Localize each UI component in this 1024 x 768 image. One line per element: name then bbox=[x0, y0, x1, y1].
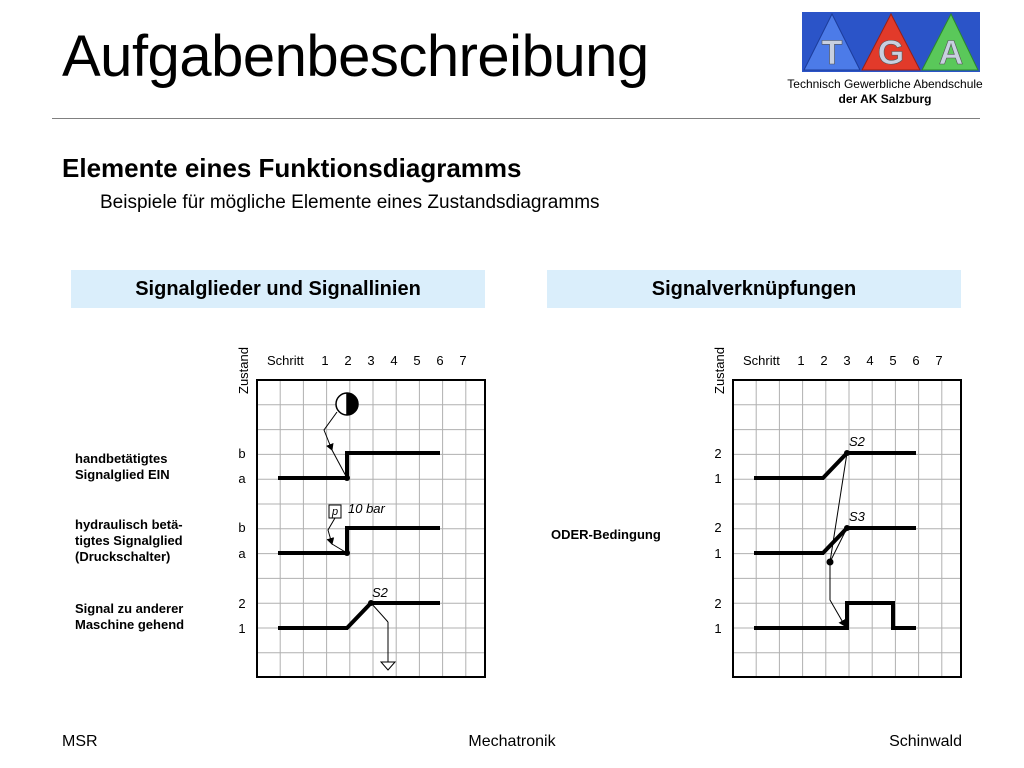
right-step-6: 6 bbox=[912, 353, 920, 368]
right-diagram bbox=[712, 347, 961, 677]
row-label-hydraulic-line-2: tigtes Signalglied bbox=[75, 533, 183, 548]
left-step-4: 4 bbox=[390, 353, 398, 368]
pressure-sensor-letter: p bbox=[331, 506, 339, 518]
left-row1-level-hi: b bbox=[238, 446, 246, 461]
left-step-5: 5 bbox=[413, 353, 421, 368]
outgoing-link-line bbox=[371, 603, 388, 622]
right-axis-state-label: Zustand bbox=[712, 347, 727, 394]
signal-line-manual bbox=[278, 453, 440, 478]
left-row3-level-lo: 1 bbox=[238, 621, 246, 636]
left-step-7: 7 bbox=[459, 353, 467, 368]
right-axis-step-label: Schritt bbox=[743, 353, 780, 368]
pressure-trigger-line bbox=[328, 518, 335, 544]
panel-title-left: Signalglieder und Signallinien bbox=[71, 270, 485, 308]
left-step-3: 3 bbox=[367, 353, 375, 368]
manual-node bbox=[344, 475, 350, 481]
signal-s2-label-left: S2 bbox=[372, 585, 388, 600]
school-line-1: Technisch Gewerbliche Abendschule bbox=[787, 77, 983, 91]
footer-left: MSR bbox=[62, 733, 98, 750]
right-step-3: 3 bbox=[843, 353, 851, 368]
manual-trigger-line bbox=[324, 412, 337, 450]
row-label-outgoing-line-2: Maschine gehend bbox=[75, 617, 185, 632]
left-diagram bbox=[236, 347, 485, 677]
signal-s3-label-right: S3 bbox=[849, 509, 865, 524]
hydraulic-node bbox=[344, 550, 350, 556]
left-row1-level-lo: a bbox=[238, 471, 246, 486]
right-row1-level-hi: 2 bbox=[714, 446, 722, 461]
right-row2-level-hi: 2 bbox=[714, 520, 722, 535]
right-row3-level-hi: 2 bbox=[714, 596, 722, 611]
row-label-outgoing-line-1: Signal zu anderer bbox=[75, 601, 184, 616]
footer-right: Schinwald bbox=[889, 733, 962, 750]
row-label-hydraulic-line-1: hydraulisch betä- bbox=[75, 517, 183, 532]
right-step-7: 7 bbox=[935, 353, 943, 368]
manual-switch-symbol bbox=[336, 393, 358, 415]
row-label-manual-line-1: handbetätigtes bbox=[75, 451, 168, 466]
section-subheading: Beispiele für mögliche Elemente eines Zustandsdiagramms bbox=[100, 192, 600, 213]
signal-line-s2 bbox=[754, 453, 916, 478]
left-row3-level-hi: 2 bbox=[238, 596, 246, 611]
or-result-arrow bbox=[830, 562, 845, 626]
signal-line-outgoing bbox=[278, 603, 440, 628]
logo-letter-t: T bbox=[821, 34, 843, 72]
pressure-value: 10 bar bbox=[348, 501, 385, 516]
left-row2-level-hi: b bbox=[238, 520, 246, 535]
left-axis-state-label: Zustand bbox=[236, 347, 251, 394]
right-row2-level-lo: 1 bbox=[714, 546, 722, 561]
signal-line-result bbox=[754, 603, 916, 628]
left-row2-level-lo: a bbox=[238, 546, 246, 561]
outgoing-output-triangle bbox=[381, 662, 395, 670]
right-step-5: 5 bbox=[889, 353, 897, 368]
right-step-4: 4 bbox=[866, 353, 874, 368]
right-step-numbers bbox=[797, 353, 942, 368]
logo-letter-a: A bbox=[938, 34, 964, 72]
right-row1-level-lo: 1 bbox=[714, 471, 722, 486]
left-step-numbers bbox=[321, 353, 466, 368]
row-label-hydraulic-line-3: (Druckschalter) bbox=[75, 549, 171, 564]
left-step-2: 2 bbox=[344, 353, 352, 368]
logo-letter-g: G bbox=[877, 34, 905, 72]
school-line-2: der AK Salzburg bbox=[838, 92, 932, 106]
left-axis-step-label: Schritt bbox=[267, 353, 304, 368]
left-step-6: 6 bbox=[436, 353, 444, 368]
panel-title-right: Signalverknüpfungen bbox=[547, 270, 961, 308]
row-label-manual-line-2: Signalglied EIN bbox=[75, 467, 170, 482]
left-step-1: 1 bbox=[321, 353, 329, 368]
signal-s2-label-right: S2 bbox=[849, 434, 865, 449]
page-title: Aufgabenbeschreibung bbox=[62, 24, 649, 89]
signal-line-hydraulic bbox=[278, 528, 440, 553]
right-row3-level-lo: 1 bbox=[714, 621, 722, 636]
right-step-2: 2 bbox=[820, 353, 828, 368]
section-heading: Elemente eines Funktionsdiagramms bbox=[62, 153, 522, 183]
footer-center: Mechatronik bbox=[468, 733, 556, 750]
right-step-1: 1 bbox=[797, 353, 805, 368]
or-condition-label: ODER-Bedingung bbox=[551, 527, 661, 542]
